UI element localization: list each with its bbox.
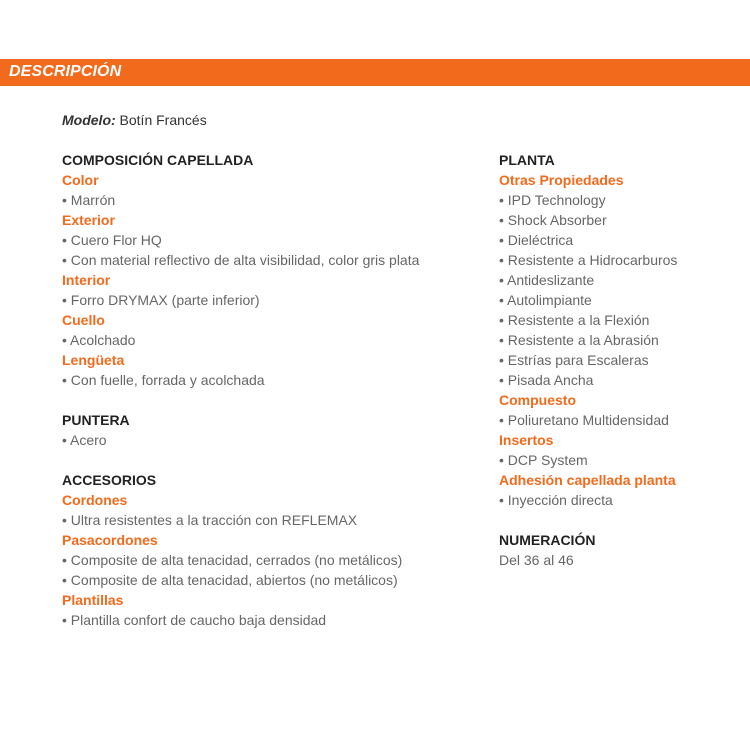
numeracion-title: NUMERACIÓN [499,532,596,548]
puntera-title: PUNTERA [62,412,130,428]
list-item: • Plantilla confort de caucho baja densidad [62,612,327,628]
list-item: • Dieléctrica [499,232,574,248]
list-item: • Acero [62,432,107,448]
list-item: • Inyección directa [499,492,613,508]
list-item: • Autolimpiante [499,292,592,308]
list-item: • Con fuelle, forrada y acolchada [62,372,265,388]
accesorios-title: ACCESORIOS [62,472,157,488]
section-header-title: DESCRIPCIÓN [9,63,122,80]
list-item: • Pisada Ancha [499,372,594,388]
planta-title: PLANTA [499,152,555,168]
list-item: • DCP System [499,452,588,468]
section-header-bar [0,59,750,86]
adhesion-label: Adhesión capellada planta [499,472,676,488]
color-label: Color [62,172,99,188]
otras-propiedades-label: Otras Propiedades [499,172,624,188]
model-label: Modelo: [62,112,116,128]
insertos-label: Insertos [499,432,554,448]
numeracion-value: Del 36 al 46 [499,552,574,568]
list-item: • Con material reflectivo de alta visibilidad, color gris plata [62,252,420,268]
list-item: • IPD Technology [499,192,606,208]
list-item: • Ultra resistentes a la tracción con REFLEMAX [62,512,358,528]
plantillas-label: Plantillas [62,592,124,608]
left-column [62,150,419,630]
list-item: • Composite de alta tenacidad, cerrados (no metálicos) [62,552,403,568]
list-item: • Resistente a la Abrasión [499,332,659,348]
cordones-label: Cordones [62,492,128,508]
spacer [499,510,677,530]
list-item: • Cuero Flor HQ [62,232,162,248]
capellada-title: COMPOSICIÓN CAPELLADA [62,152,254,168]
list-item: • Poliuretano Multidensidad [499,412,669,428]
interior-label: Interior [62,272,111,288]
exterior-label: Exterior [62,212,115,228]
list-item: • Resistente a Hidrocarburos [499,252,678,268]
list-item: • Acolchado [62,332,136,348]
list-item: • Forro DRYMAX (parte inferior) [62,292,260,308]
list-item: • Estrías para Escaleras [499,352,649,368]
list-item: • Marrón [62,192,116,208]
pasacordones-label: Pasacordones [62,532,158,548]
spacer [62,390,419,410]
list-item: • Resistente a la Flexión [499,312,650,328]
compuesto-label: Compuesto [499,392,576,408]
lengueta-label: Lengüeta [62,352,125,368]
right-column [499,150,677,570]
model-line [62,112,207,128]
list-item: • Composite de alta tenacidad, abiertos (no metálicos) [62,572,398,588]
cuello-label: Cuello [62,312,105,328]
model-value: Botín Francés [119,112,207,128]
list-item: • Shock Absorber [499,212,607,228]
spacer [62,450,419,470]
list-item: • Antideslizante [499,272,595,288]
